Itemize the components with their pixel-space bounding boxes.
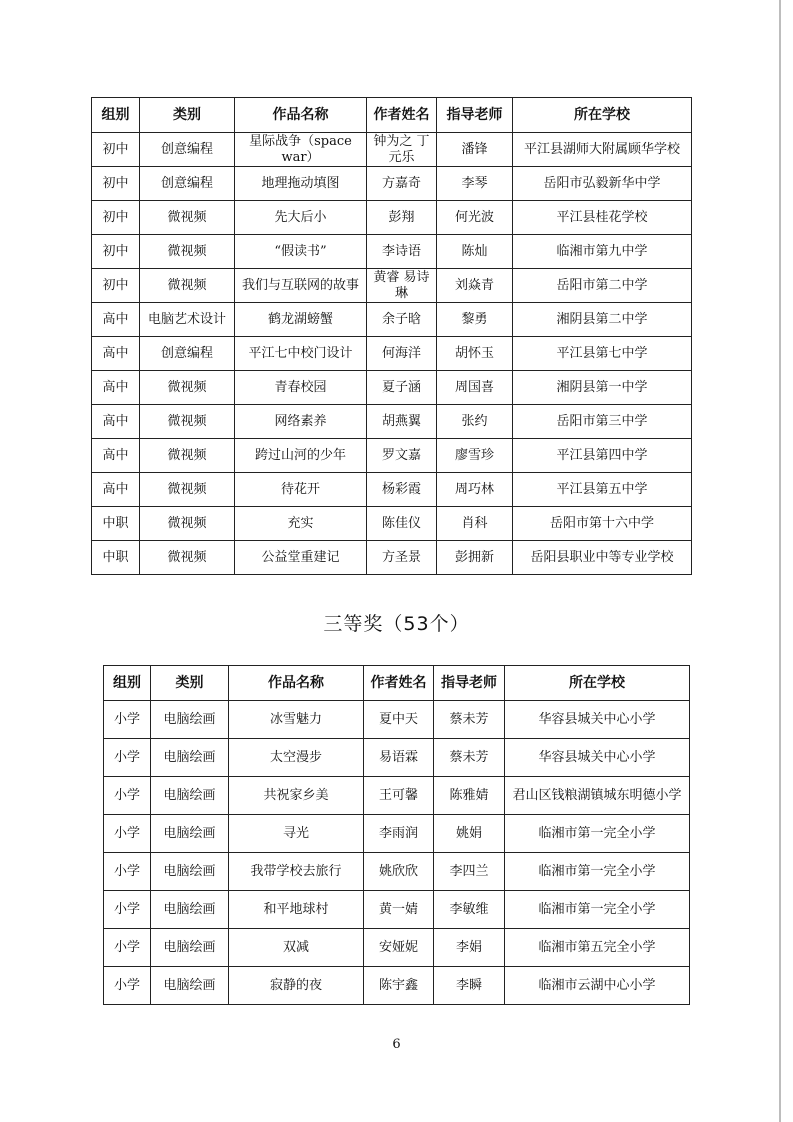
cell-school: 临湘市第一完全小学 xyxy=(505,891,690,929)
cell-advisor: 蔡未芳 xyxy=(434,701,505,739)
cell-work-title: 共祝家乡美 xyxy=(229,777,364,815)
cell-author: 何海洋 xyxy=(367,337,437,371)
cell-author: 余子晗 xyxy=(367,303,437,337)
cell-school: 临湘市第九中学 xyxy=(513,235,692,269)
header-advisor: 指导老师 xyxy=(437,98,513,133)
cell-group: 小学 xyxy=(104,815,151,853)
cell-category: 电脑绘画 xyxy=(151,701,229,739)
cell-advisor: 蔡未芳 xyxy=(434,739,505,777)
header-category: 类别 xyxy=(140,98,235,133)
second-prize-table-continued xyxy=(91,97,692,575)
cell-group: 小学 xyxy=(104,929,151,967)
cell-group: 中职 xyxy=(92,507,140,541)
cell-author: 罗文嘉 xyxy=(367,439,437,473)
cell-group: 小学 xyxy=(104,777,151,815)
cell-school: 湘阴县第二中学 xyxy=(513,303,692,337)
cell-group: 初中 xyxy=(92,133,140,167)
cell-author: 彭翔 xyxy=(367,201,437,235)
cell-group: 初中 xyxy=(92,201,140,235)
cell-advisor: 潘锋 xyxy=(437,133,513,167)
cell-work-title: 先大后小 xyxy=(235,201,367,235)
cell-category: 微视频 xyxy=(140,439,235,473)
cell-author: 王可馨 xyxy=(364,777,434,815)
cell-category: 电脑绘画 xyxy=(151,739,229,777)
cell-advisor: 陈雅婧 xyxy=(434,777,505,815)
header-author: 作者姓名 xyxy=(367,98,437,133)
cell-category: 微视频 xyxy=(140,235,235,269)
cell-group: 中职 xyxy=(92,541,140,575)
cell-group: 初中 xyxy=(92,167,140,201)
cell-category: 微视频 xyxy=(140,201,235,235)
scan-border-line xyxy=(779,0,781,1122)
cell-school: 临湘市云湖中心小学 xyxy=(505,967,690,1005)
header-group: 组别 xyxy=(104,666,151,701)
cell-work-title: 双减 xyxy=(229,929,364,967)
cell-advisor: 彭拥新 xyxy=(437,541,513,575)
header-work-title: 作品名称 xyxy=(229,666,364,701)
cell-school: 华容县城关中心小学 xyxy=(505,739,690,777)
header-group: 组别 xyxy=(92,98,140,133)
cell-group: 初中 xyxy=(92,269,140,303)
cell-school: 岳阳市第十六中学 xyxy=(513,507,692,541)
table-row xyxy=(92,235,692,269)
cell-school: 平江县湖师大附属顾华学校 xyxy=(513,133,692,167)
cell-category: 电脑绘画 xyxy=(151,967,229,1005)
cell-work-title: 网络素养 xyxy=(235,405,367,439)
cell-category: 电脑绘画 xyxy=(151,853,229,891)
table-row xyxy=(92,541,692,575)
page-number: 6 xyxy=(392,1037,401,1052)
cell-author: 黄睿 易诗琳 xyxy=(367,269,437,303)
cell-author: 方圣景 xyxy=(367,541,437,575)
cell-work-title: 平江七中校门设计 xyxy=(235,337,367,371)
cell-advisor: 张约 xyxy=(437,405,513,439)
cell-group: 小学 xyxy=(104,967,151,1005)
cell-category: 微视频 xyxy=(140,405,235,439)
table-row xyxy=(92,201,692,235)
table-row xyxy=(104,891,690,929)
cell-school: 君山区钱粮湖镇城东明德小学 xyxy=(505,777,690,815)
cell-work-title: “假读书” xyxy=(235,235,367,269)
cell-author: 夏中天 xyxy=(364,701,434,739)
table-row xyxy=(104,853,690,891)
cell-category: 微视频 xyxy=(140,269,235,303)
table-row xyxy=(92,337,692,371)
table-row xyxy=(92,303,692,337)
table-row xyxy=(104,929,690,967)
header-category: 类别 xyxy=(151,666,229,701)
cell-group: 高中 xyxy=(92,439,140,473)
cell-school: 临湘市第一完全小学 xyxy=(505,815,690,853)
table-header-row xyxy=(104,666,690,701)
cell-work-title: 跨过山河的少年 xyxy=(235,439,367,473)
cell-author: 夏子涵 xyxy=(367,371,437,405)
cell-group: 高中 xyxy=(92,405,140,439)
table-row xyxy=(92,405,692,439)
table-row xyxy=(104,739,690,777)
cell-work-title: 我们与互联网的故事 xyxy=(235,269,367,303)
cell-school: 岳阳市弘毅新华中学 xyxy=(513,167,692,201)
cell-advisor: 周国喜 xyxy=(437,371,513,405)
cell-advisor: 肖科 xyxy=(437,507,513,541)
table-header-row xyxy=(92,98,692,133)
cell-work-title: 青春校园 xyxy=(235,371,367,405)
cell-work-title: 星际战争（space war） xyxy=(235,133,367,167)
cell-advisor: 姚娟 xyxy=(434,815,505,853)
table-row xyxy=(92,371,692,405)
cell-category: 微视频 xyxy=(140,507,235,541)
third-prize-table xyxy=(103,665,690,1005)
cell-advisor: 周巧林 xyxy=(437,473,513,507)
cell-work-title: 和平地球村 xyxy=(229,891,364,929)
header-author: 作者姓名 xyxy=(364,666,434,701)
cell-advisor: 李瞬 xyxy=(434,967,505,1005)
table-row xyxy=(92,473,692,507)
cell-category: 电脑绘画 xyxy=(151,929,229,967)
cell-author: 安娅妮 xyxy=(364,929,434,967)
table-row xyxy=(92,269,692,303)
cell-author: 陈宇鑫 xyxy=(364,967,434,1005)
table-row xyxy=(92,439,692,473)
cell-advisor: 李四兰 xyxy=(434,853,505,891)
cell-category: 创意编程 xyxy=(140,337,235,371)
header-advisor: 指导老师 xyxy=(434,666,505,701)
cell-advisor: 李琴 xyxy=(437,167,513,201)
cell-group: 小学 xyxy=(104,739,151,777)
cell-advisor: 李娟 xyxy=(434,929,505,967)
cell-school: 临湘市第五完全小学 xyxy=(505,929,690,967)
cell-school: 平江县第七中学 xyxy=(513,337,692,371)
cell-advisor: 黎勇 xyxy=(437,303,513,337)
cell-work-title: 太空漫步 xyxy=(229,739,364,777)
cell-school: 湘阴县第一中学 xyxy=(513,371,692,405)
section-title-third-prize: 三等奖（53个） xyxy=(323,613,470,635)
cell-author: 姚欣欣 xyxy=(364,853,434,891)
cell-author: 李诗语 xyxy=(367,235,437,269)
cell-group: 高中 xyxy=(92,371,140,405)
cell-work-title: 公益堂重建记 xyxy=(235,541,367,575)
table-body xyxy=(92,133,692,575)
cell-author: 李雨润 xyxy=(364,815,434,853)
cell-school: 岳阳市第二中学 xyxy=(513,269,692,303)
cell-category: 创意编程 xyxy=(140,167,235,201)
cell-advisor: 胡怀玉 xyxy=(437,337,513,371)
cell-group: 高中 xyxy=(92,337,140,371)
cell-school: 平江县第五中学 xyxy=(513,473,692,507)
cell-work-title: 地理拖动填图 xyxy=(235,167,367,201)
cell-work-title: 充实 xyxy=(235,507,367,541)
cell-author: 胡燕翼 xyxy=(367,405,437,439)
table-row xyxy=(92,133,692,167)
cell-work-title: 寻光 xyxy=(229,815,364,853)
table-row xyxy=(104,815,690,853)
table-row xyxy=(92,507,692,541)
cell-advisor: 廖雪珍 xyxy=(437,439,513,473)
cell-category: 电脑绘画 xyxy=(151,815,229,853)
table-row xyxy=(104,701,690,739)
cell-category: 电脑绘画 xyxy=(151,891,229,929)
cell-school: 岳阳县职业中等专业学校 xyxy=(513,541,692,575)
cell-category: 微视频 xyxy=(140,541,235,575)
cell-advisor: 刘焱青 xyxy=(437,269,513,303)
cell-advisor: 何光波 xyxy=(437,201,513,235)
cell-school: 平江县第四中学 xyxy=(513,439,692,473)
cell-author: 钟为之 丁元乐 xyxy=(367,133,437,167)
cell-group: 小学 xyxy=(104,853,151,891)
header-school: 所在学校 xyxy=(513,98,692,133)
cell-school: 平江县桂花学校 xyxy=(513,201,692,235)
cell-group: 初中 xyxy=(92,235,140,269)
cell-category: 微视频 xyxy=(140,473,235,507)
cell-category: 微视频 xyxy=(140,371,235,405)
cell-category: 电脑艺术设计 xyxy=(140,303,235,337)
cell-category: 电脑绘画 xyxy=(151,777,229,815)
table-row xyxy=(104,967,690,1005)
cell-author: 杨彩霞 xyxy=(367,473,437,507)
cell-work-title: 寂静的夜 xyxy=(229,967,364,1005)
cell-school: 华容县城关中心小学 xyxy=(505,701,690,739)
cell-work-title: 鹤龙湖螃蟹 xyxy=(235,303,367,337)
cell-group: 小学 xyxy=(104,891,151,929)
header-work-title: 作品名称 xyxy=(235,98,367,133)
cell-school: 临湘市第一完全小学 xyxy=(505,853,690,891)
header-school: 所在学校 xyxy=(505,666,690,701)
table-body xyxy=(104,701,690,1005)
cell-group: 小学 xyxy=(104,701,151,739)
cell-author: 黄一婧 xyxy=(364,891,434,929)
cell-school: 岳阳市第三中学 xyxy=(513,405,692,439)
cell-work-title: 冰雪魅力 xyxy=(229,701,364,739)
cell-author: 方嘉奇 xyxy=(367,167,437,201)
cell-category: 创意编程 xyxy=(140,133,235,167)
cell-advisor: 李敏维 xyxy=(434,891,505,929)
cell-group: 高中 xyxy=(92,473,140,507)
table-row xyxy=(92,167,692,201)
cell-group: 高中 xyxy=(92,303,140,337)
table-row xyxy=(104,777,690,815)
cell-author: 陈佳仪 xyxy=(367,507,437,541)
cell-work-title: 我带学校去旅行 xyxy=(229,853,364,891)
cell-author: 易语霖 xyxy=(364,739,434,777)
cell-work-title: 待花开 xyxy=(235,473,367,507)
cell-advisor: 陈灿 xyxy=(437,235,513,269)
